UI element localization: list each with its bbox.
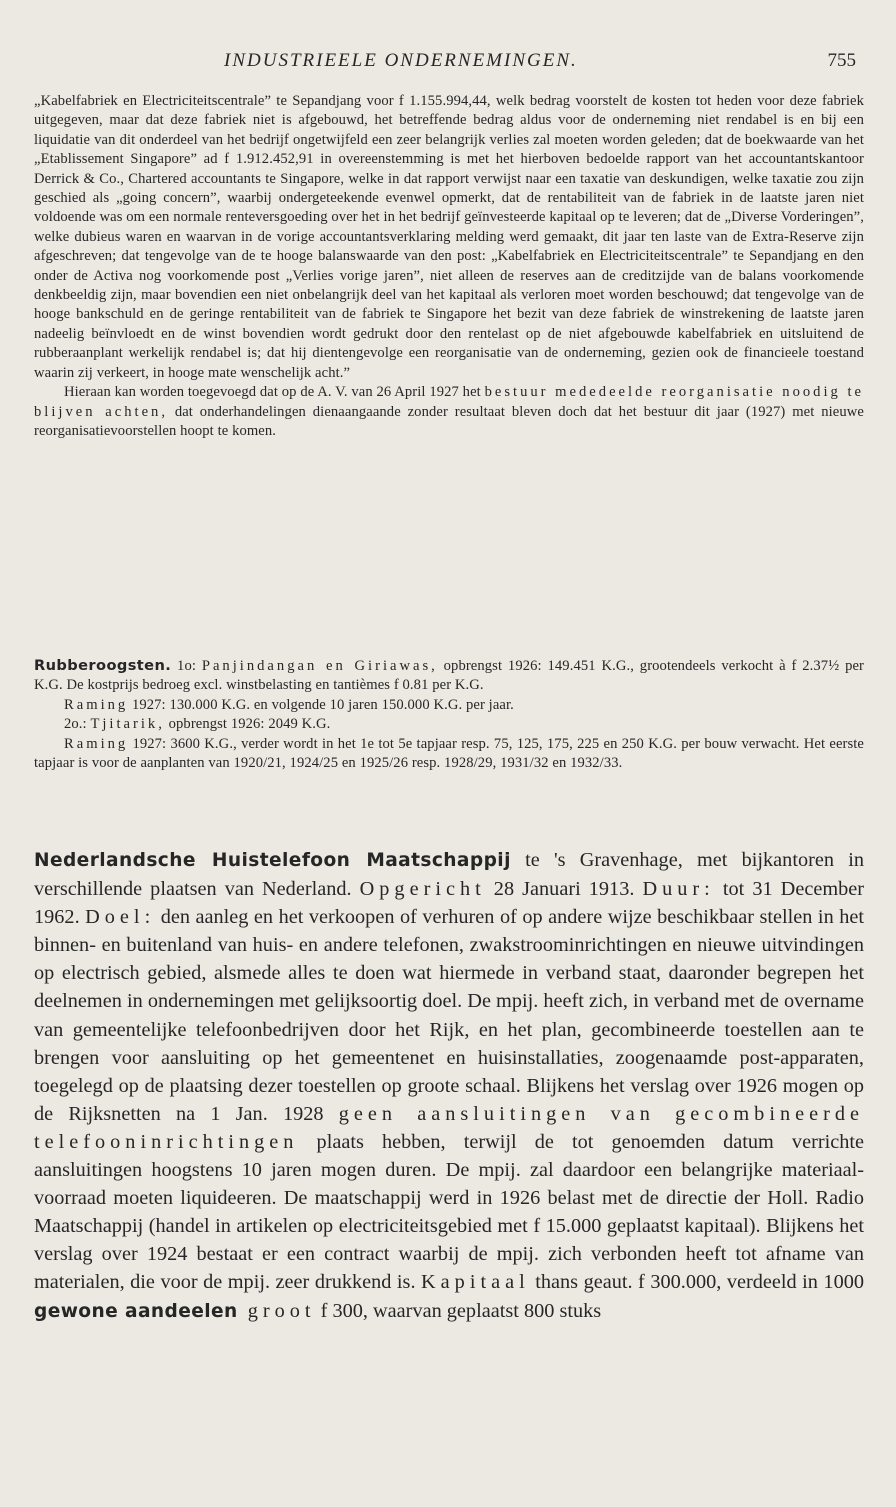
- doel-label: Doel:: [85, 906, 156, 929]
- raming-label: Raming: [64, 696, 129, 713]
- emphasis-spaced: geen aansluitingen van gecombineerde telefooninrichtingen: [34, 1102, 864, 1153]
- running-header: [34, 50, 862, 80]
- company-paragraph: [34, 846, 864, 1326]
- raming-label: Raming: [64, 735, 129, 752]
- raming-2: [34, 735, 864, 774]
- addendum-spaced: bestuur mededeelde reorganisatie noodig te blijven achten,: [34, 384, 864, 420]
- rest-text: plaats hebben, terwijl de tot genoemden datum verrichte aansluitingen hoogstens 10 jaren mogen duren. De mpij. zal daardoor een belangrijke materiaal-voorraad moeten liquideeren. De maatschappij werd in 1926 belast met de directie der Holl. Radio Maatschappij (handel in artikelen op electriciteitsgebied met f 15.000 geplaatst kapitaal). Blijkens het verslag over 1924 bestaat er een contract waarbij de mpij. zich verbonden heeft tot afname van materialen, die voor de mpij. zeer drukkend is.: [34, 1130, 864, 1294]
- gewone-aandeelen-label: gewone aandeelen: [34, 1300, 238, 1322]
- item-number: 1o:: [177, 658, 196, 674]
- item-number: 2o.:: [64, 716, 87, 733]
- company-intro: te 's Gravenhage, met bijkantoren in verschillende plaatsen van Nederland.: [34, 849, 864, 901]
- quoted-report: [34, 92, 864, 441]
- doel-text: den aanleg en het verkoopen of verhuren of op andere wijze beschikbaar stellen in het binnen- en buitenland van huis- en andere telefonen, zwakstroominrichtingen en nieuwe uitvindingen op electrisch gebied, alsmede alles te doen wat hiermede in verband staat, daaronder begrepen het deelnemen in ondernemingen met gelijksoortig doel. De mpij. heeft zich, in verband met de overname van gemeentelijke telefoonbedrijven door het Rijk, en het plan, gecombineerde toestellen aan te brengen voor aansluiting op het gemeentenet en huisinstallaties, zoogenaamde post-apparaten, toegelegd op de plaatsing dezer toestellen op groote schaal. Blijkens het verslag over 1926 mogen op de Rijksnetten na 1 Jan. 1928: [34, 906, 864, 1125]
- running-title: INDUSTRIEELE ONDERNEMINGEN.: [224, 50, 578, 71]
- opgericht-value: 28 Januari 1913.: [485, 878, 643, 901]
- opgericht-label: Opgericht: [359, 878, 486, 901]
- item-text: opbrengst 1926: 149.451 K.G., grootendeels verkocht à f 2.37½ per K.G. De kostprijs bedroeg excl. winstbelasting en tantièmes f 0.81 per K.G.: [34, 658, 864, 694]
- addendum-paragraph: [34, 383, 864, 441]
- raming-text: 1927: 3600 K.G., verder wordt in het 1e tot 5e tapjaar resp. 75, 125, 175, 225 en 250 K.G. per bouw verwacht. Het eerste tapjaar is voor de aanplanten van 1920/21, 1924/25 en 1925/26 resp. 1928/29, 1931/32 en 1932/33.: [34, 735, 864, 772]
- company-name: Nederlandsche Huistelefoon Maatschappij: [34, 850, 511, 871]
- section-heading: Rubberoogsten.: [34, 657, 172, 674]
- page-number: 755: [827, 50, 856, 71]
- kapitaal-text: thans geaut. f 300.000, verdeeld in 1000: [529, 1271, 864, 1294]
- raming-1: [34, 696, 864, 715]
- quote-paragraph: „Kabelfabriek en Electriciteitscentrale” te Sepandjang voor f 1.155.994,44, welk bedrag voorstelt de kosten tot heden voor deze fabriek uitgegeven, maar dat deze fabriek niet is afgebouwd, het betreffende bedrag aldus voor de onderneming niet rendabel is en bij een liquidatie van dit onderdeel van het bedrijf ongetwijfeld een zeer belangrijk verlies zal moeten worden geleden; dat de boekwaarde van het „Etablissement Singapore” ad f 1.912.452,91 in overeenstemming is met het hierboven bedoelde rapport van het accountantskantoor Derrick & Co., Chartered accountants te Singapore, welke in dat rapport verwijst naar een taxatie van deskundigen, welke taxatie zou zijn geschied als „going concern”, waarbij ondergeteekende evenwel opmerkt, dat de rentabiliteit van de fabriek in de laatste jaren niet voldoende was om een normale renteversgoeding over het in het bedrijf geïnvesteerde kapitaal op te leveren; dat de „Diverse Vorderingen”, welke dubieus waren en waarvan in de vorige accountantsverklaring melding werd gemaakt, dit jaar ten laste van de Extra-Reserve zijn afgeschreven; dat tengevolge van de te hooge balanswaarde van den post: „Kabelfabriek en Electriciteitscentrale” te Sepandjang en den onder de Activa nog voorkomende post „Verlies vorige jaren”, niet alleen de reserves aan de creditzijde van de balans voorkomende denkbeeldig zijn, maar bovendien een niet onbelangrijk deel van het kapitaal als verloren moet worden beschouwd; dat tengevolge van de hooge bankschuld en de geringe rentabiliteit van de fabriek te Singapore het bezit van deze fabriek de winstrekening de laatste jaren nadeelig beïnvloedt en de winst bovendien wordt gedrukt door den rentelast op de niet afgebouwde kabelfabriek en uitsluitend de rubberaanplant werkelijk rendabel is; dat hij dientengevolge een reorganisatie van de onderneming, gezien ook de financieele toestand waarin zij verkeert, in hooge mate wenschelijk acht.”: [34, 93, 864, 381]
- rubber-item-1: [34, 656, 864, 696]
- duur-value: tot 31 December 1962.: [34, 878, 865, 929]
- estate-name: Panjindangan en Giriawas,: [201, 658, 438, 674]
- estate-name: Tjitarik,: [90, 716, 165, 733]
- groot-label: groot: [237, 1299, 316, 1322]
- rubber-item-2: [34, 715, 864, 734]
- item-text: opbrengst 1926: 2049 K.G.: [164, 716, 331, 733]
- duur-label: Duur:: [642, 878, 715, 901]
- kapitaal-label: Kapitaal: [421, 1271, 530, 1294]
- company-entry: [34, 846, 864, 1326]
- addendum-start: Hieraan kan worden toegevoegd dat op de A. V. van 26 April 1927 het: [64, 384, 485, 401]
- addendum-end: dat onderhandelingen dienaangaande zonder resultaat bleven doch dat het bestuur dit jaar (1927) met nieuwe reorganisatievoorstellen hoopt te komen.: [34, 403, 864, 439]
- raming-text: 1927: 130.000 K.G. en volgende 10 jaren 150.000 K.G. per jaar.: [128, 696, 514, 713]
- rubber-harvest-section: [34, 656, 864, 773]
- final-text: f 300, waarvan geplaatst 800 stuks: [315, 1299, 602, 1322]
